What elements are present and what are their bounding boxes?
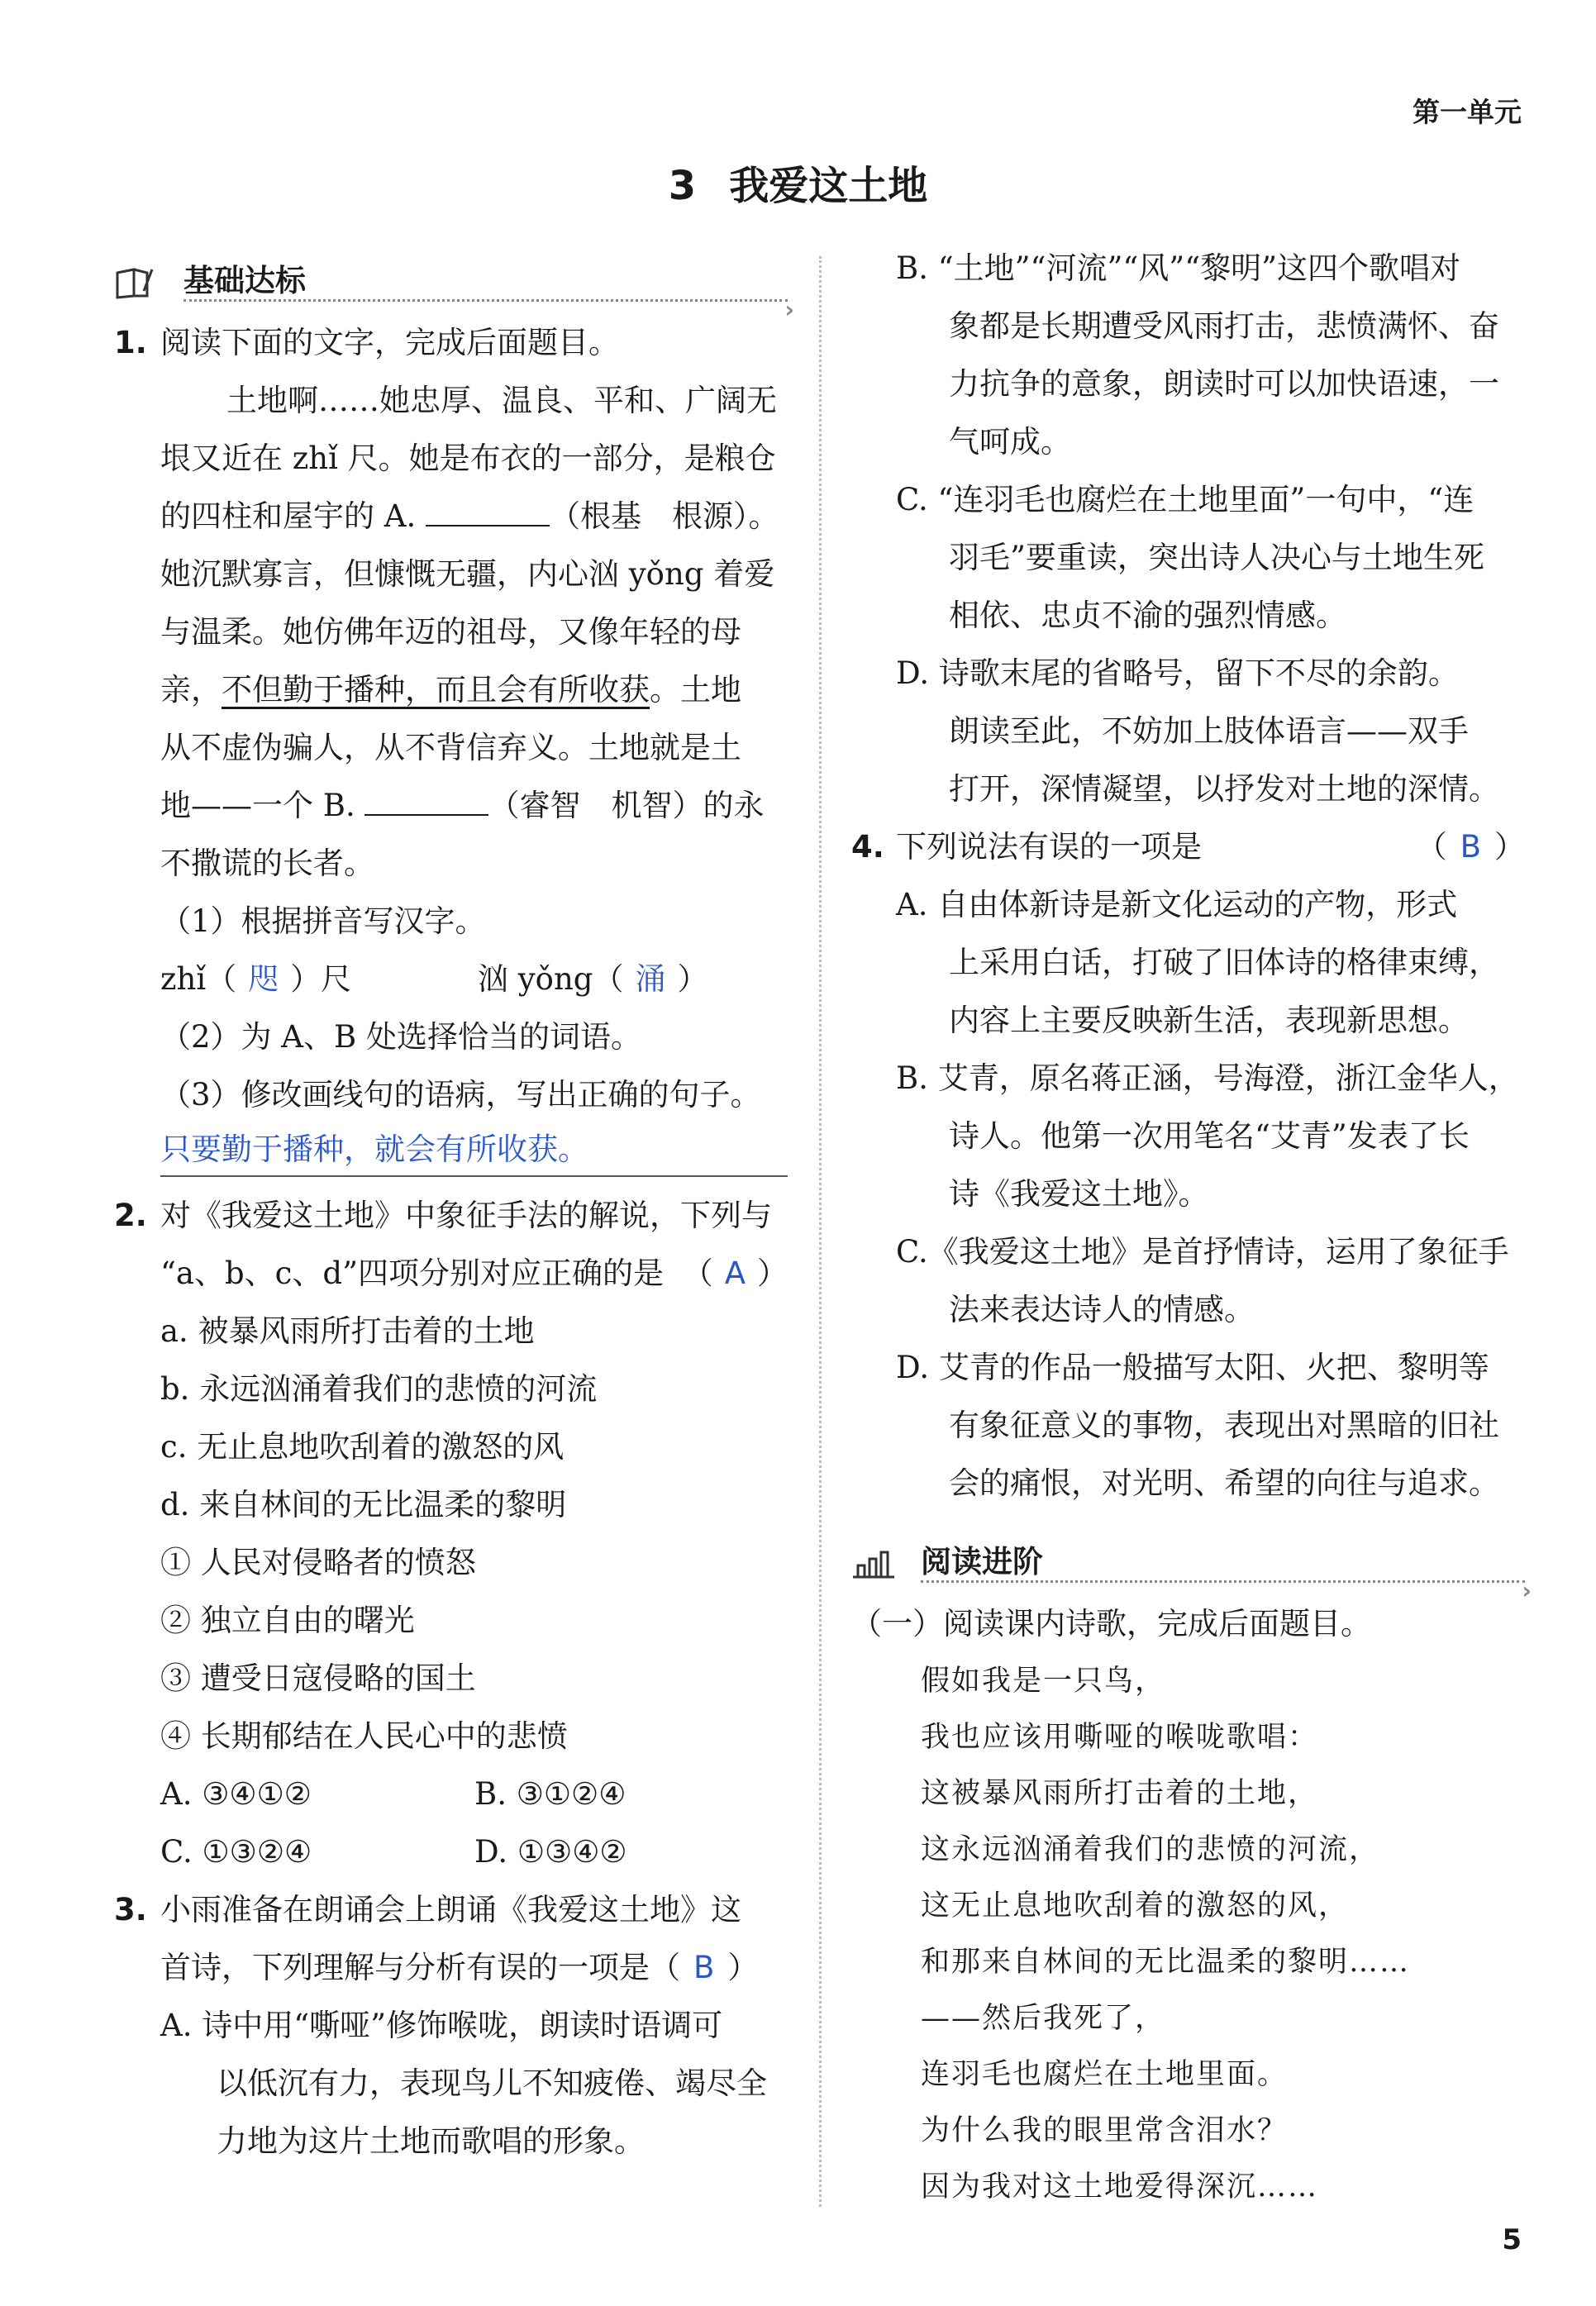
pinyin-answer: 咫 [248,961,279,997]
q3-option-d: 打开，深情凝望，以抒发对土地的深情。 [949,771,1499,807]
q1-sub2: （2）为 A、B 处选择恰当的词语。 [160,1019,641,1055]
poem-line: 和那来自林间的无比温柔的黎明…… [921,1946,1411,1979]
q1-passage-line: 与温柔。她仿佛年迈的祖母，又像年轻的母 [160,614,741,650]
q4-option-c: C.《我爱这土地》是首抒情诗，运用了象征手 [896,1234,1509,1270]
q1-sub3: （3）修改画线句的语病，写出正确的句子。 [160,1077,761,1113]
q3-answer: B [693,1950,715,1985]
q3-stem [114,1881,788,1939]
q1-passage-line [114,777,788,835]
q2-options-row [114,1823,788,1881]
passage-text: （睿智 机智）的永 [488,788,765,823]
paren: （ [682,1255,713,1291]
q3-stem-text: 小雨准备在朗诵会上朗诵《我爱这土地》这 [160,1892,741,1927]
pinyin-prompt: zhǐ（ [160,961,237,997]
passage-text: （根基 根源）。 [550,498,779,534]
passage-text: 的四柱和屋宇的 A. [160,498,417,534]
book-pen-icon [114,266,159,299]
q1-passage-line: 不撒谎的长者。 [160,846,374,881]
bar-chart-icon [851,1547,896,1580]
poem-line: 假如我是一只鸟， [921,1665,1166,1698]
reading1-stem: （一）阅读课内诗歌，完成后面题目。 [851,1606,1371,1641]
q2-item: a. 被暴风雨所打击着的土地 [160,1313,535,1349]
paren: （ [1416,829,1447,865]
passage-text: 亲， [160,672,222,708]
q4-option-b: 诗人。他第一次用笔名“艾青”发表了长 [949,1118,1470,1154]
q2-item: d. 来自林间的无比温柔的黎明 [160,1487,567,1522]
passage-text: 地——一个 B. [160,788,355,823]
paren: ） [727,1950,759,1985]
poem-line: 这被暴风雨所打击着的土地， [921,1777,1319,1810]
q4-option-d: 有象征意义的事物，表现出对黑暗的旧社 [949,1408,1499,1443]
lesson-title-text: 我爱这土地 [729,163,928,209]
section-basic-label: 基础达标 [183,263,306,298]
q3-option-c: 相依、忠贞不渝的强烈情感。 [949,598,1346,633]
column-divider [819,256,822,2207]
pinyin-prompt: 汹 yǒng（ [478,961,624,997]
q2-option-b: B. ③①②④ [474,1776,626,1812]
q2-stem [114,1187,788,1245]
q3-number: 3. [114,1892,147,1927]
left-column [114,248,788,2170]
poem-line: 因为我对这土地爱得深沉…… [921,2170,1319,2204]
q2-item: ① 人民对侵略者的愤怒 [160,1545,476,1580]
section-rule [921,1580,1525,1583]
q2-stem-line2 [114,1245,788,1303]
q3-option-b: 气呵成。 [949,424,1071,460]
lesson-number: 3 [668,163,697,209]
q4-stem-text: 下列说法有误的一项是 [896,829,1202,865]
q2-item: ③ 遭受日寇侵略的国土 [160,1660,476,1696]
q3-option-b: B. “土地”“河流”“风”“黎明”这四个歌唱对 [896,250,1461,286]
answer-underline [160,1124,788,1177]
q1-answer-line [114,1124,788,1182]
pinyin-prompt: ）尺 [290,961,352,997]
q4-option-d: D. 艾青的作品一般描写太阳、火把、黎明等 [896,1350,1489,1385]
q1-passage-line [114,661,788,719]
q1-passage-line [114,488,788,546]
q1-number: 1. [114,325,147,360]
q1-sub3-answer: 只要勤于播种，就会有所收获。 [160,1132,588,1167]
paren: ） [757,1255,788,1291]
q4-option-a: 上采用白话，打破了旧体诗的格律束缚， [949,945,1499,980]
q2-option-a: A. ③④①② [160,1776,312,1812]
q3-option-b: 象都是长期遭受风雨打击，悲愤满怀、奋 [949,308,1499,344]
poem-line: 连羽毛也腐烂在土地里面。 [921,2058,1289,2091]
blank-a-input[interactable] [426,490,550,526]
poem-line: 这无止息地吹刮着的激怒的风， [921,1889,1350,1922]
q3-option-a: A. 诗中用“嘶哑”修饰喉咙，朗读时语调可 [160,2008,723,2043]
unit-label: 第一单元 [1413,96,1522,128]
q2-item: ④ 长期郁结在人民心中的悲愤 [160,1718,568,1754]
q1-stem-text: 阅读下面的文字，完成后面题目。 [160,325,619,360]
q1-pinyin-row [114,951,788,1008]
q2-answer: A [724,1255,746,1291]
q4-option-a: 内容上主要反映新生活，表现新思想。 [949,1003,1469,1038]
page-number: 5 [1502,2223,1522,2256]
q4-answer: B [1460,829,1481,865]
q4-option-d: 会的痛恨，对光明、希望的向往与追求。 [949,1465,1499,1501]
lesson-title [0,154,1596,211]
q3-option-b: 力抗争的意象，朗读时可以加快语速，一 [949,366,1499,402]
passage-text: 。土地 [650,672,741,708]
pinyin-answer: 涌 [635,961,666,997]
q4-option-a: A. 自由体新诗是新文化运动的产物，形式 [896,887,1458,922]
q4-stem [851,818,1525,876]
q4-answer-paren [1417,818,1525,876]
q2-option-d: D. ①③④② [474,1834,627,1870]
poem-line: 这永远汹涌着我们的悲愤的河流， [921,1833,1380,1866]
paren: ） [1494,829,1525,865]
q3-option-a: 以低沉有力，表现鸟儿不知疲倦、竭尽全 [217,2065,767,2101]
q3-option-c: C. “连羽毛也腐烂在土地里面”一句中，“连 [896,482,1475,517]
q4-option-b: B. 艾青，原名蒋正涵，号海澄，浙江金华人， [896,1060,1519,1096]
q3-stem-line2 [114,1939,788,1997]
q1-passage-line: 从不虚伪骗人，从不背信弃义。土地就是土 [160,730,741,765]
underlined-sentence: 不但勤于播种，而且会有所收获 [222,672,650,708]
poem-line: 为什么我的眼里常含泪水？ [921,2114,1289,2147]
q1-stem [114,314,788,372]
q3-option-a: 力地为这片土地而歌唱的形象。 [217,2123,645,2159]
poem-line: ——然后我死了， [921,2002,1166,2035]
q4-option-c: 法来表达诗人的情感。 [949,1292,1255,1327]
q1-sub1: （1）根据拼音写汉字。 [160,903,486,939]
q3-option-d: D. 诗歌末尾的省略号，留下不尽的余韵。 [896,655,1459,691]
q2-stem-text: “a、b、c、d”四项分别对应正确的是 [160,1255,664,1291]
passage-text: 土地啊……她忠厚、温良、平和、广阔无 [226,383,777,418]
q3-option-c: 羽毛”要重读，突出诗人决心与土地生死 [949,540,1484,575]
q2-item: ② 独立自由的曙光 [160,1603,415,1638]
q1-passage-line: 她沉默寡言，但慷慨无疆，内心汹 yǒng 着爱 [160,556,775,592]
pinyin-prompt: ） [677,961,708,997]
q2-number: 2. [114,1198,147,1233]
q1-passage-line: 垠又近在 zhǐ 尺。她是布衣的一部分，是粮仓 [160,441,776,476]
section-reading-header [851,1529,1525,1595]
right-column [851,240,1525,2215]
pinyin-group [478,951,707,1008]
section-reading-label: 阅读进阶 [921,1544,1043,1579]
q3-option-d: 朗读至此，不妨加上肢体语言——双手 [949,713,1469,749]
q4-number: 4. [851,829,884,865]
q2-options-row [114,1765,788,1823]
q3-stem-text: 首诗，下列理解与分析有误的一项是（ [160,1950,680,1985]
q2-answer-paren [683,1245,788,1303]
poem-line: 我也应该用嘶哑的喉咙歌唱： [921,1721,1319,1754]
q1-passage-line [114,372,788,430]
section-basic-header [114,248,788,314]
section-rule [183,299,788,302]
q2-item: b. 永远汹涌着我们的悲愤的河流 [160,1371,598,1407]
blank-b-input[interactable] [364,779,488,816]
q2-stem-text: 对《我爱这土地》中象征手法的解说，下列与 [160,1198,772,1233]
q4-option-b: 诗《我爱这土地》。 [949,1176,1209,1212]
q2-item: c. 无止息地吹刮着的激怒的风 [160,1429,565,1465]
q2-option-c: C. ①③②④ [160,1834,312,1870]
